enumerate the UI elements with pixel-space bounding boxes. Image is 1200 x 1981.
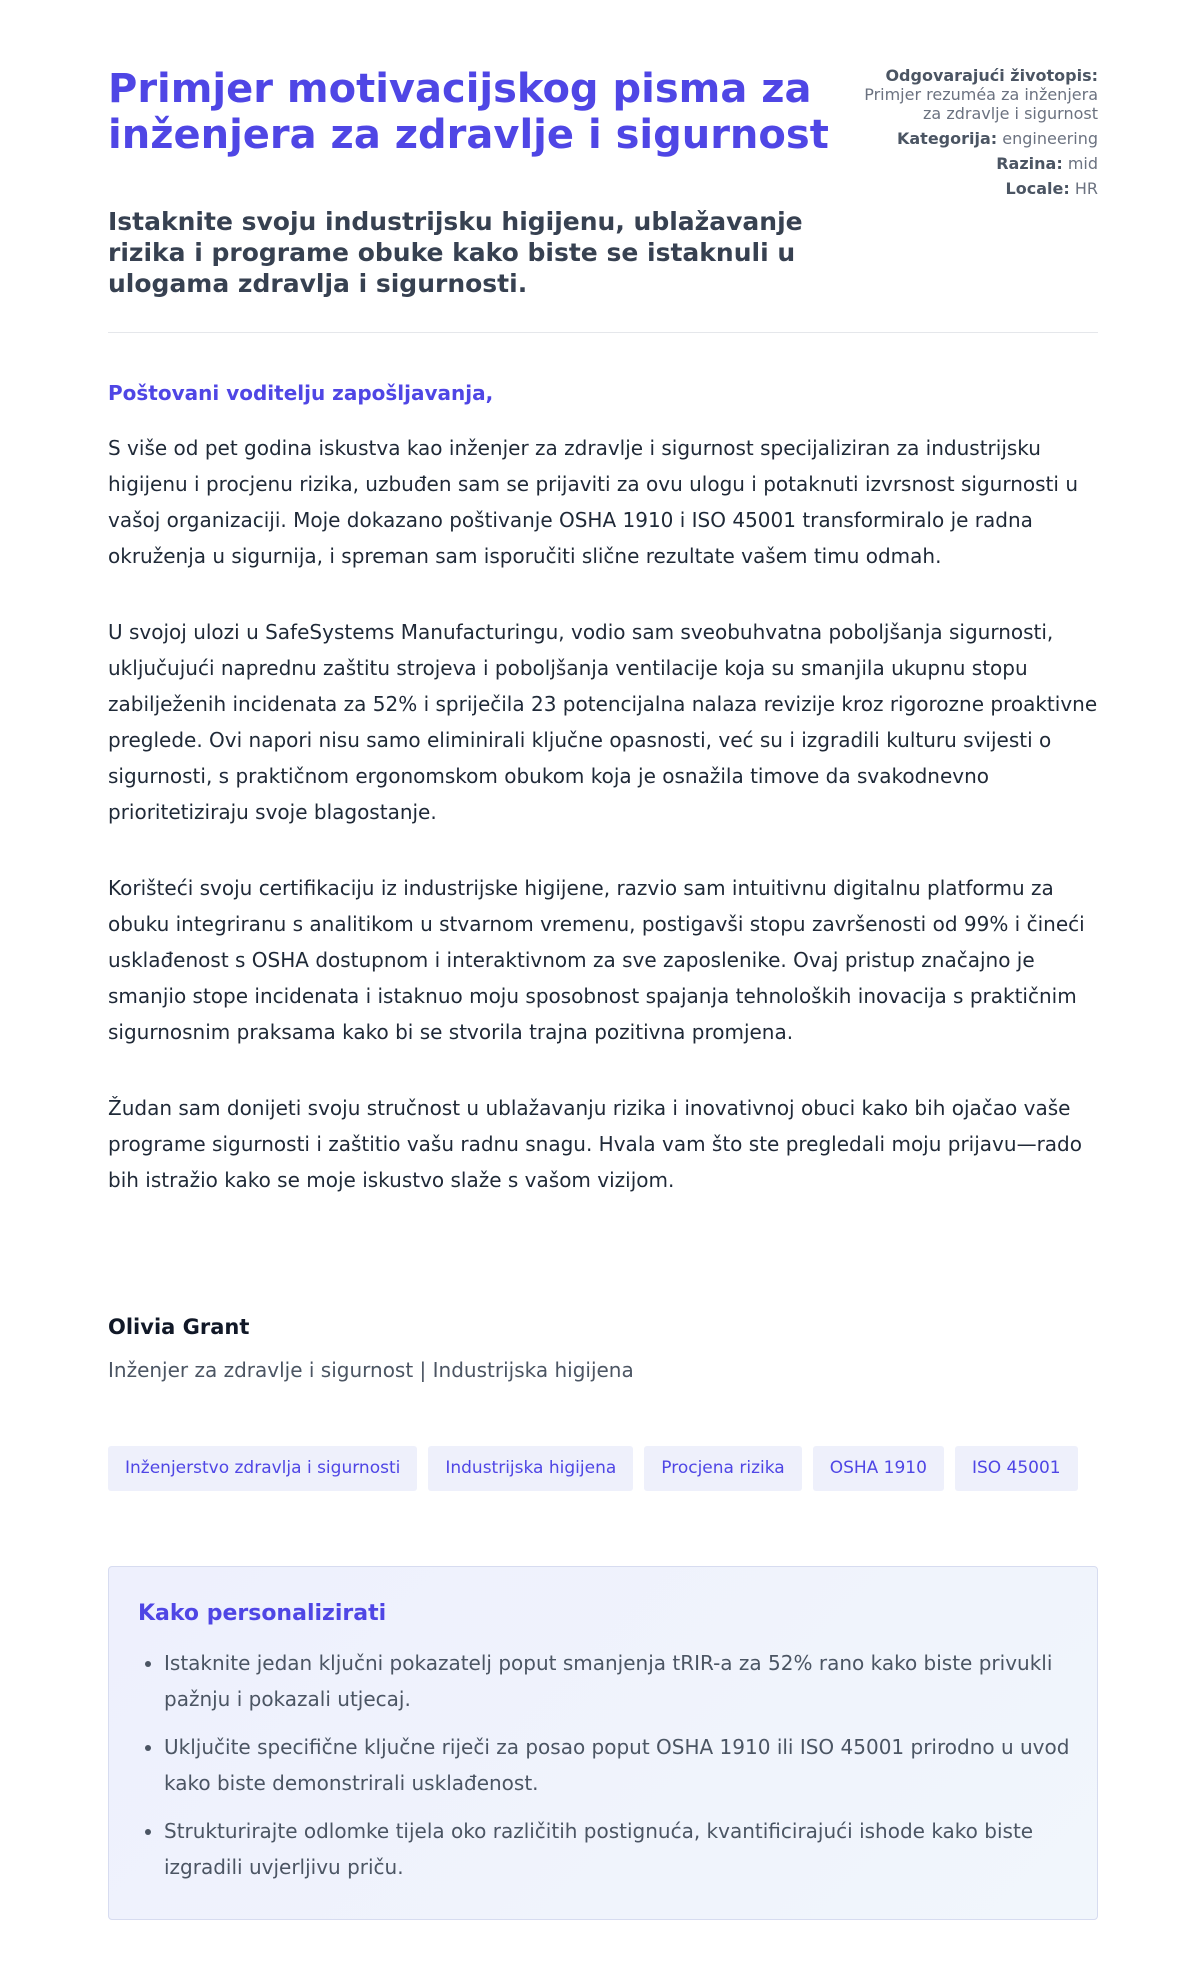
letter-body [108, 430, 1098, 1238]
meta-locale-value: HR [1074, 179, 1098, 198]
tips-title: Kako personalizirati [138, 1601, 387, 1626]
tip-item: • Istaknite jedan ključni pokazatelj poput smanjenja tRIR-a za 52% rano kako biste privukli pažnju i pokazali utjecaj. [164, 1645, 1104, 1717]
tip-item: • Uključite specifične ključne riječi za posao poput OSHA 1910 ili ISO 45001 prirodno u uvod kako biste demonstrirali usklađenost. [164, 1729, 1104, 1801]
letter-paragraph: Žudan sam donijeti svoju stručnost u ublažavanju rizika i inovativnoj obuci kako bih ojačao vaše programe sigurnosti i zaštitio vašu radnu snagu. Hvala vam što ste pregledali moju prijavu—rado bih istražio kako se moje iskustvo slaže s vašom vizijom. [108, 1096, 1082, 1192]
meta-level [798, 154, 1098, 173]
tag-list [108, 1446, 1078, 1491]
personalize-tips-box [108, 1566, 1098, 1920]
meta-category-value: engineering [1002, 129, 1098, 148]
signature-title: Inženjer za zdravlje i sigurnost | Industrijska higijena [108, 1358, 634, 1382]
letter-greeting: Poštovani voditelju zapošljavanja, [108, 381, 494, 405]
tip-item: • Strukturirajte odlomke tijela oko različitih postignuća, kvantificirajući ishode kako biste izgradili uvjerljivu priču. [164, 1813, 1104, 1885]
tips-list [138, 1645, 1104, 1897]
meta-category-label: Kategorija: [896, 129, 998, 148]
meta-resume-link[interactable]: Primjer rezuméa za inženjera za zdravlje i sigurnost [864, 85, 1098, 123]
letter-paragraph: S više od pet godina iskustva kao inženjer za zdravlje i sigurnost specijaliziran za industrijsku higijenu i procjenu rizika, uzbuđen sam se prijaviti za ovu ulogu i potaknuti izvrsnost sigurnosti u vašoj organizaciji. Moje dokazano poštivanje OSHA 1910 i ISO 45001 transformiralo je radna okruženja u sigurnija, i spreman sam isporučiti slične rezultate vašem timu odmah. [108, 436, 1078, 568]
meta-locale [798, 179, 1098, 198]
tag-chip[interactable]: ISO 45001 [955, 1446, 1078, 1491]
tag-chip[interactable]: Inženjerstvo zdravlja i sigurnosti [108, 1446, 417, 1491]
letter-paragraph: Korišteći svoju certifikaciju iz industrijske higijene, razvio sam intuitivnu digitalnu platformu za obuku integriranu s analitikom u stvarnom vremenu, postigavši stopu završenosti od 99% i čineći usklađenost s OSHA dostupnom i interaktivnom za sve zaposlenike. Ovaj pristup značajno je smanjio stope incidenata i istaknuo moju sposobnost spajanja tehnoloških inovacija s praktičnim sigurnosnim praksama kako bi se stvorila trajna pozitivna promjena. [108, 876, 1085, 1044]
tag-chip[interactable]: Procjena rizika [644, 1446, 801, 1491]
meta-level-label: Razina: [996, 154, 1063, 173]
tag-chip[interactable]: OSHA 1910 [813, 1446, 944, 1491]
page-title: Primjer motivacijskog pisma za inženjera za zdravlje i sigurnost [108, 66, 829, 158]
cover-letter-page [108, 66, 1098, 1879]
meta-resume [798, 66, 1098, 123]
letter-paragraph: U svojoj ulozi u SafeSystems Manufacturingu, vodio sam sveobuhvatna poboljšanja sigurnosti, uključujući naprednu zaštitu strojeva i poboljšanja ventilacije koja su smanjila ukupnu stopu zabilježenih incidenata za 52% i spriječila 23 potencijalna nalaza revizije kroz rigorozne proaktivne preglede. Ovi napori nisu samo eliminirali ključne opasnosti, već su i izgradili kulturu svijesti o sigurnosti, s praktičnom ergonomskom obukom koja je osnažila timove da svakodnevno prioritetiziraju svoje blagostanje. [108, 620, 1098, 824]
meta-category [798, 129, 1098, 148]
meta-resume-label: Odgovarajući životopis: [885, 66, 1098, 85]
signature-name: Olivia Grant [108, 1315, 250, 1339]
page-header [108, 66, 1098, 333]
meta-locale-label: Locale: [1005, 179, 1070, 198]
page-subtitle: Istaknite svoju industrijsku higijenu, ublažavanje rizika i programe obuke kako biste se istaknuli u ulogama zdravlja i sigurnosti. [108, 207, 803, 298]
meta-level-value: mid [1067, 154, 1098, 173]
tag-chip[interactable]: Industrijska higijena [428, 1446, 633, 1491]
meta-panel [798, 66, 1098, 204]
